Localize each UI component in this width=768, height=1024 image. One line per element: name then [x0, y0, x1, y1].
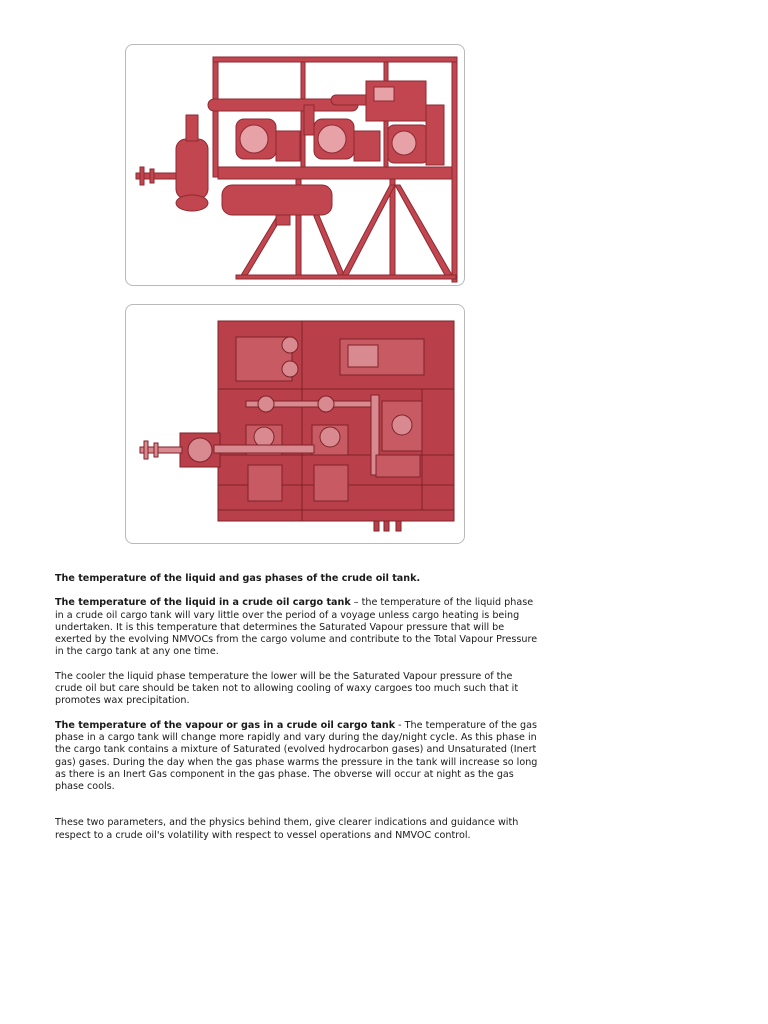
- paragraph-text: These two parameters, and the physics behind them, give clearer indications and guidance with respect to a crude oil's volatility with respect to vessel operations and NMVOC control.: [55, 817, 519, 841]
- paragraph-vapour-temperature: [55, 720, 541, 794]
- paragraph-summary: [55, 817, 541, 842]
- article-body: [55, 573, 541, 854]
- paragraph-text: The cooler the liquid phase temperature the lower will be the Saturated Vapour pressure of the crude oil but care should be taken not to allowing cooling of waxy cargoes too much such that it promotes wax precipitation.: [55, 670, 519, 707]
- side-elevation-figure: [125, 44, 465, 286]
- paragraph-lead: The temperature of the vapour or gas in a crude oil cargo tank: [55, 719, 396, 731]
- plan-view-drawing: [126, 305, 464, 543]
- paragraph-lead: The temperature of the liquid in a crude oil cargo tank: [55, 597, 351, 609]
- paragraph-liquid-temperature: [55, 597, 541, 658]
- paragraph-text: – the temperature of the liquid phase in a crude oil cargo tank will vary little over the period of a voyage unless cargo heating is being undertaken. It is this temperature that determines the Saturated Vapour pressure that will be exerted by the evolving NMVOCs from the cargo volume and contribute to the Total Vapour Pressure in the cargo tank at any one time.: [55, 597, 538, 658]
- plan-view-figure: [125, 304, 465, 544]
- side-elevation-drawing: [126, 45, 464, 285]
- paragraph-text: - The temperature of the gas phase in a cargo tank will change more rapidly and vary during the day/night cycle. As this phase in the cargo tank contains a mixture of Saturated (evolved hydrocarbon gases) and Unsaturated (Inert gas) gases. During the day when the gas phase warms the pressure in the tank will increase so long as there is an Inert Gas component in the gas phase. The obverse will occur at night as the gas phase cools.: [55, 719, 538, 793]
- paragraph-cooling-note: [55, 671, 541, 708]
- article-heading: The temperature of the liquid and gas phases of the crude oil tank.: [55, 573, 421, 584]
